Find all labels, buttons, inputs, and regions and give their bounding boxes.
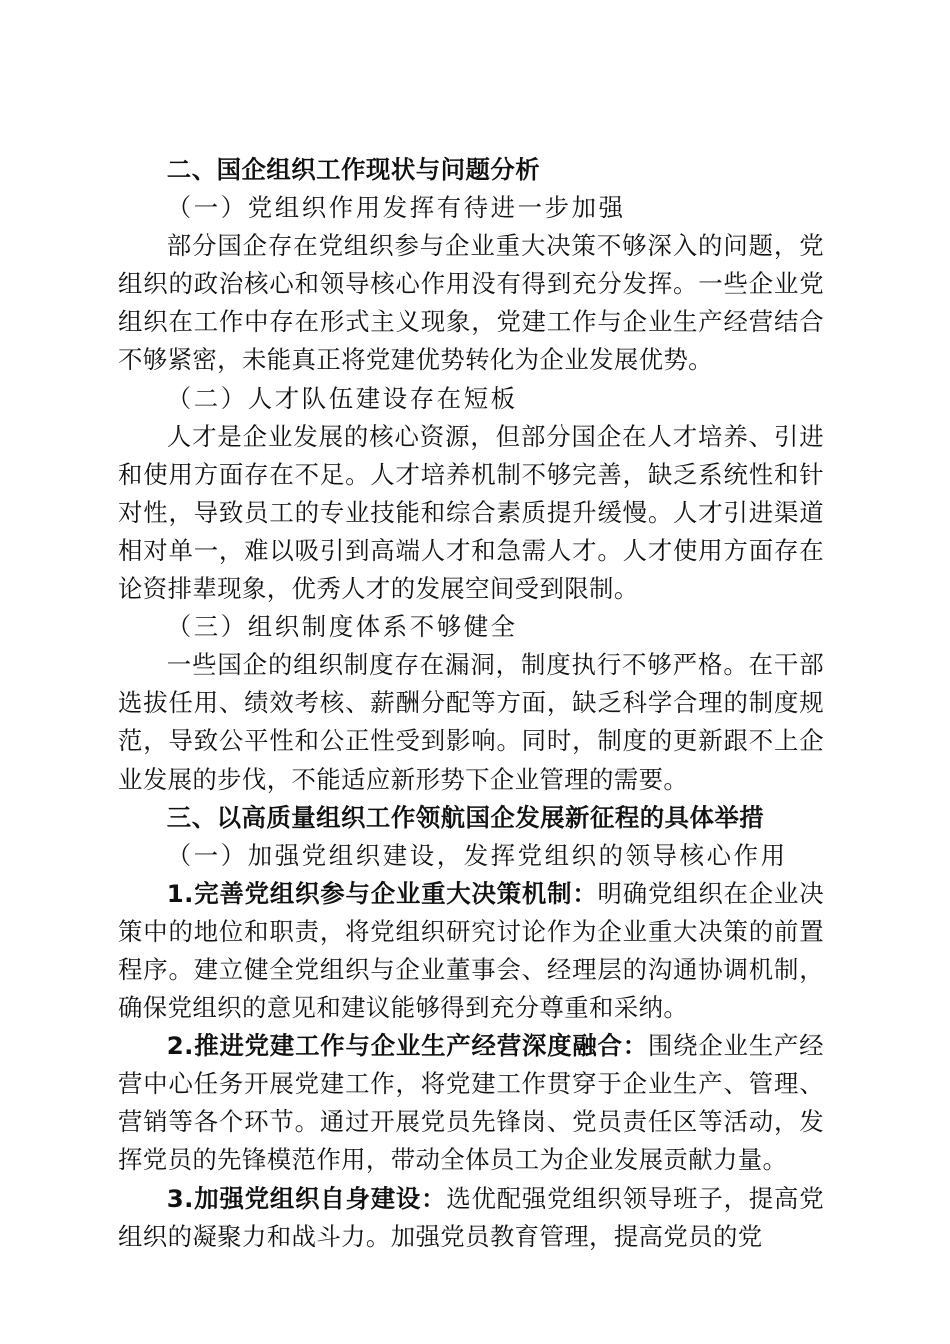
list-item-3-text: 选优配强党组织领导班子，提高党组织的凝聚力和战斗力。加强党员教育管理，提高党员的党 bbox=[118, 1183, 824, 1251]
list-item-3 bbox=[118, 1180, 824, 1256]
list-item-1-text: 明确党组织在企业决策中的地位和职责，将党组织研究讨论作为企业重大决策的前置程序。建立健全党组织与企业董事会、经理层的沟通协调机制，确保党组织的意见和建议能够得到充分尊重和采纳。 bbox=[118, 878, 824, 1023]
document-body bbox=[118, 151, 824, 1256]
subsection-heading-2-3: （三）组织制度体系不够健全 bbox=[166, 612, 518, 642]
list-item-2-text: 围绕企业生产经营中心任务开展党建工作，将党建工作贯穿于企业生产、管理、营销等各个环节。通过开展党员先锋岗、党员责任区等活动，发挥党员的先锋模范作用，带动全体员工为企业发展贡献力量。 bbox=[118, 1031, 824, 1175]
list-item-2 bbox=[118, 1027, 824, 1179]
paragraph-2-2: 人才是企业发展的核心资源，但部分国企在人才培养、引进和使用方面存在不足。人才培养机制不够完善，缺乏系统性和针对性，导致员工的专业技能和综合素质提升缓慢。人才引进渠道相对单一，难以吸引到高端人才和急需人才。人才使用方面存在论资排辈现象，优秀人才的发展空间受到限制。 bbox=[118, 421, 824, 604]
paragraph-2-3: 一些国企的组织制度存在漏洞，制度执行不够严格。在干部选拔任用、绩效考核、薪酬分配等方面，缺乏科学合理的制度规范，导致公平性和公正性受到影响。同时，制度的更新跟不上企业发展的步伐，不能适应新形势下企业管理的需要。 bbox=[118, 650, 824, 794]
list-item-1 bbox=[118, 875, 824, 1027]
section-heading-2: 二、国企组织工作现状与问题分析 bbox=[166, 155, 541, 184]
list-item-2-lead: 2.推进党建工作与企业生产经营深度融合： bbox=[166, 1031, 648, 1061]
section-heading-3: 三、以高质量组织工作领航国企发展新征程的具体举措 bbox=[166, 802, 765, 832]
paragraph-2-1: 部分国企存在党组织参与企业重大决策不够深入的问题，党组织的政治核心和领导核心作用没有得到充分发挥。一些企业党组织在工作中存在形式主义现象，党建工作与企业生产经营结合不够紧密，未能真正将党建优势转化为企业发展优势。 bbox=[118, 231, 824, 375]
subsection-heading-2-1: （一）党组织作用发挥有待进一步加强 bbox=[166, 193, 626, 223]
subsection-heading-2-2: （二）人才队伍建设存在短板 bbox=[166, 383, 518, 413]
list-item-3-lead: 3.加强党组织自身建设： bbox=[166, 1183, 447, 1213]
list-item-1-lead: 1.完善党组织参与企业重大决策机制： bbox=[166, 878, 598, 908]
subsection-heading-3-1: （一）加强党组织建设，发挥党组织的领导核心作用 bbox=[166, 840, 788, 870]
